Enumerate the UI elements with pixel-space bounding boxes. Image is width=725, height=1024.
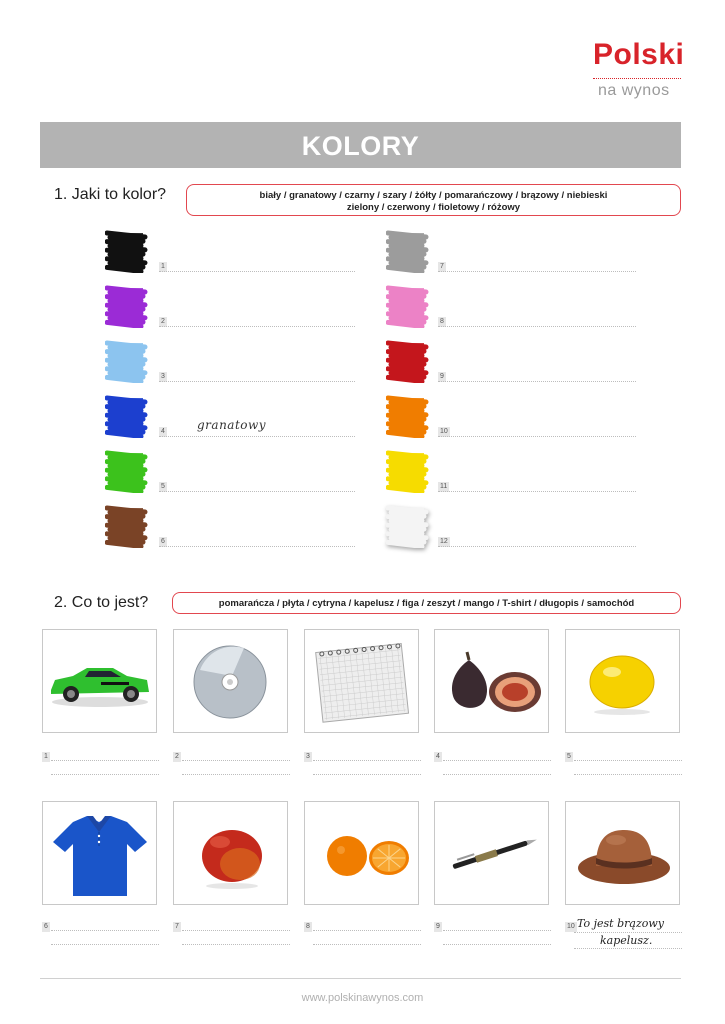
color-item-number: 2 xyxy=(161,318,165,325)
color-swatch-11 xyxy=(386,449,430,493)
example-answer-line1: To jest brązowy xyxy=(577,917,664,930)
page-title: KOLORY xyxy=(301,131,420,161)
picture-answer-line[interactable] xyxy=(182,944,290,945)
color-answer-line[interactable] xyxy=(159,477,355,492)
color-answer-line[interactable] xyxy=(438,477,636,492)
picture-orange xyxy=(304,801,419,905)
color-swatch-2 xyxy=(105,284,149,328)
color-item-number: 12 xyxy=(440,538,448,545)
color-item-number: 10 xyxy=(440,428,448,435)
picture-answer-line[interactable] xyxy=(182,930,290,931)
color-swatch-4 xyxy=(105,394,149,438)
color-item-number: 4 xyxy=(161,428,165,435)
footer-divider xyxy=(40,978,681,979)
lemon-icon xyxy=(566,630,679,732)
picture-answer-line[interactable] xyxy=(182,774,290,775)
picture-pen xyxy=(434,801,549,905)
picture-hat xyxy=(565,801,680,905)
word-bank-line1: biały / granatowy / czarny / szary / żółty / pomarańczowy / brązowy / niebieski xyxy=(259,190,608,201)
picture-cd xyxy=(173,629,288,733)
color-answer-text: granatowy xyxy=(197,418,267,432)
t-shirt-icon xyxy=(43,802,156,904)
picture-answer-line[interactable] xyxy=(182,760,290,761)
mango-icon xyxy=(174,802,287,904)
color-swatch-7 xyxy=(386,229,430,273)
picture-item-number: 4 xyxy=(436,753,440,760)
color-swatch-3 xyxy=(105,339,149,383)
logo-divider xyxy=(593,78,681,79)
color-item-number: 11 xyxy=(440,483,448,490)
word-bank-line2: zielony / czerwony / fioletowy / różowy xyxy=(346,202,521,213)
picture-item-number: 9 xyxy=(436,923,440,930)
cd-icon xyxy=(174,630,287,732)
picture-answer-line[interactable] xyxy=(443,930,551,931)
color-swatch-9 xyxy=(386,339,430,383)
color-answer-line[interactable] xyxy=(159,532,355,547)
color-answer-line[interactable] xyxy=(438,532,636,547)
color-swatch-1 xyxy=(105,229,149,273)
picture-item-number: 3 xyxy=(306,753,310,760)
fig-icon xyxy=(435,630,548,732)
picture-answer-line[interactable] xyxy=(51,760,159,761)
section1-question: 1. Jaki to kolor? xyxy=(54,186,167,203)
picture-item-number: 5 xyxy=(567,753,571,760)
picture-answer-line[interactable] xyxy=(574,774,682,775)
color-answer-line[interactable] xyxy=(438,257,636,272)
picture-answer-line[interactable] xyxy=(574,760,682,761)
picture-answer-line[interactable] xyxy=(313,774,421,775)
picture-answer-line[interactable] xyxy=(443,774,551,775)
picture-lemon xyxy=(565,629,680,733)
color-answer-line[interactable] xyxy=(159,312,355,327)
section1-word-bank xyxy=(186,184,681,216)
color-answer-line[interactable] xyxy=(438,312,636,327)
color-item-number: 6 xyxy=(161,538,165,545)
color-answer-line[interactable] xyxy=(159,257,355,272)
picture-item-number: 10 xyxy=(567,923,575,930)
picture-item-number: 2 xyxy=(175,753,179,760)
color-item-number: 8 xyxy=(440,318,444,325)
picture-answer-line[interactable] xyxy=(574,932,682,933)
picture-answer-line[interactable] xyxy=(313,930,421,931)
picture-item-number: 8 xyxy=(306,923,310,930)
color-swatch-8 xyxy=(386,284,430,328)
color-item-number: 3 xyxy=(161,373,165,380)
picture-notebook xyxy=(304,629,419,733)
picture-answer-line[interactable] xyxy=(574,948,682,949)
notebook-icon xyxy=(305,630,418,732)
color-item-number: 9 xyxy=(440,373,444,380)
hat-icon xyxy=(566,802,679,904)
section2-question: 2. Co to jest? xyxy=(54,594,149,611)
color-swatch-5 xyxy=(105,449,149,493)
picture-mango xyxy=(173,801,288,905)
color-swatch-6 xyxy=(105,504,149,548)
color-answer-line[interactable] xyxy=(438,367,636,382)
picture-item-number: 1 xyxy=(44,753,48,760)
picture-answer-line[interactable] xyxy=(313,944,421,945)
section2-word-bank: pomarańcza / płyta / cytryna / kapelusz / figa / zeszyt / mango / T-shirt / długopis / samochód xyxy=(172,592,681,614)
picture-answer-line[interactable] xyxy=(51,930,159,931)
pen-icon xyxy=(435,802,548,904)
color-item-number: 5 xyxy=(161,483,165,490)
picture-answer-line[interactable] xyxy=(51,944,159,945)
color-item-number: 1 xyxy=(161,263,165,270)
color-answer-line[interactable] xyxy=(438,422,636,437)
color-answer-line[interactable] xyxy=(159,367,355,382)
picture-answer-line[interactable] xyxy=(443,944,551,945)
logo-tagline: na wynos xyxy=(598,82,670,99)
picture-answer-line[interactable] xyxy=(443,760,551,761)
picture-item-number: 7 xyxy=(175,923,179,930)
picture-answer-line[interactable] xyxy=(51,774,159,775)
logo: Polski xyxy=(593,38,685,71)
picture-car xyxy=(42,629,157,733)
color-item-number: 7 xyxy=(440,263,444,270)
picture-answer-line[interactable] xyxy=(313,760,421,761)
picture-item-number: 6 xyxy=(44,923,48,930)
example-answer-line2: kapelusz. xyxy=(600,934,653,947)
picture-t-shirt xyxy=(42,801,157,905)
color-swatch-12 xyxy=(386,504,430,548)
footer-url[interactable]: www.polskinawynos.com xyxy=(301,992,424,1004)
orange-icon xyxy=(305,802,418,904)
picture-fig xyxy=(434,629,549,733)
car-icon xyxy=(43,630,156,732)
color-swatch-10 xyxy=(386,394,430,438)
